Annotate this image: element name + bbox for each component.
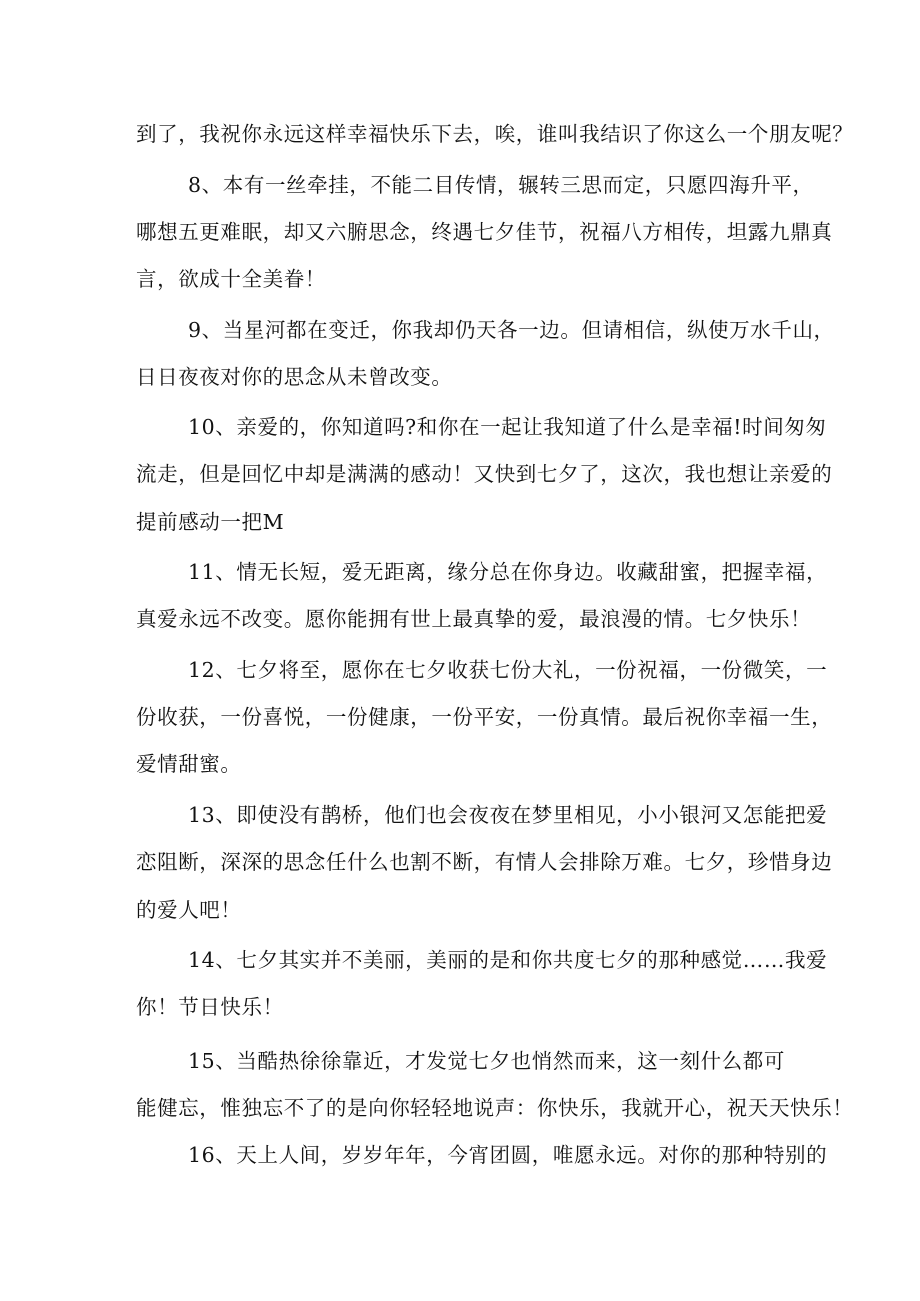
paragraph-10-line: 10、亲爱的，你知道吗?和你在一起让我知道了什么是幸福!时间匆匆 [188,415,827,439]
paragraph-11-line: 11、情无长短，爱无距离，缘分总在你身边。收藏甜蜜，把握幸福， [188,560,828,584]
text-line: 日日夜夜对你的思念从未曾改变。 [136,365,453,389]
text-line: 能健忘，惟独忘不了的是向你轻轻地说声：你快乐，我就开心，祝天天快乐！ [136,1096,854,1120]
text-line: 你！节日快乐！ [136,995,284,1019]
paragraph-8-line: 8、本有一丝牵挂，不能二目传情，辗转三思而定，只愿四海升平， [188,173,814,197]
text-line: 真爱永远不改变。愿你能拥有世上最真挚的爱，最浪漫的情。七夕快乐！ [136,607,812,631]
text-line: 的爱人吧！ [136,898,242,922]
text-line: 到了，我祝你永远这样幸福快乐下去，唉，谁叫我结识了你这么一个朋友呢？ [136,122,854,146]
text-line: 言，欲成十全美眷！ [136,267,326,291]
text-line: 流走，但是回忆中却是满满的感动！又快到七夕了，这次，我也想让亲爱的 [136,462,833,486]
text-line: 提前感动一把M [136,510,285,534]
text-line: 恋阻断，深深的思念任什么也割不断，有情人会排除万难。七夕，珍惜身边 [136,850,833,874]
text-line: 哪想五更难眠，却又六腑思念，终遇七夕佳节，祝福八方相传，坦露九鼎真 [136,220,833,244]
text-line: 份收获，一份喜悦，一份健康，一份平安，一份真情。最后祝你幸福一生， [136,705,833,729]
paragraph-9-line: 9、当星河都在变迁，你我却仍天各一边。但请相信，纵使万水千山， [188,318,835,342]
paragraph-15-line: 15、当酷热徐徐靠近，才发觉七夕也悄然而来，这一刻什么都可 [188,1049,785,1073]
paragraph-12-line: 12、七夕将至，愿你在七夕收获七份大礼，一份祝福，一份微笑，一 [188,658,828,682]
paragraph-14-line: 14、七夕其实并不美丽，美丽的是和你共度七夕的那种感觉……我爱 [188,948,828,972]
text-line: 爱情甜蜜。 [136,752,242,776]
paragraph-16-line: 16、天上人间，岁岁年年，今宵团圆，唯愿永远。对你的那种特别的 [188,1143,828,1167]
paragraph-13-line: 13、即使没有鹊桥，他们也会夜夜在梦里相见，小小银河又怎能把爱 [188,803,828,827]
